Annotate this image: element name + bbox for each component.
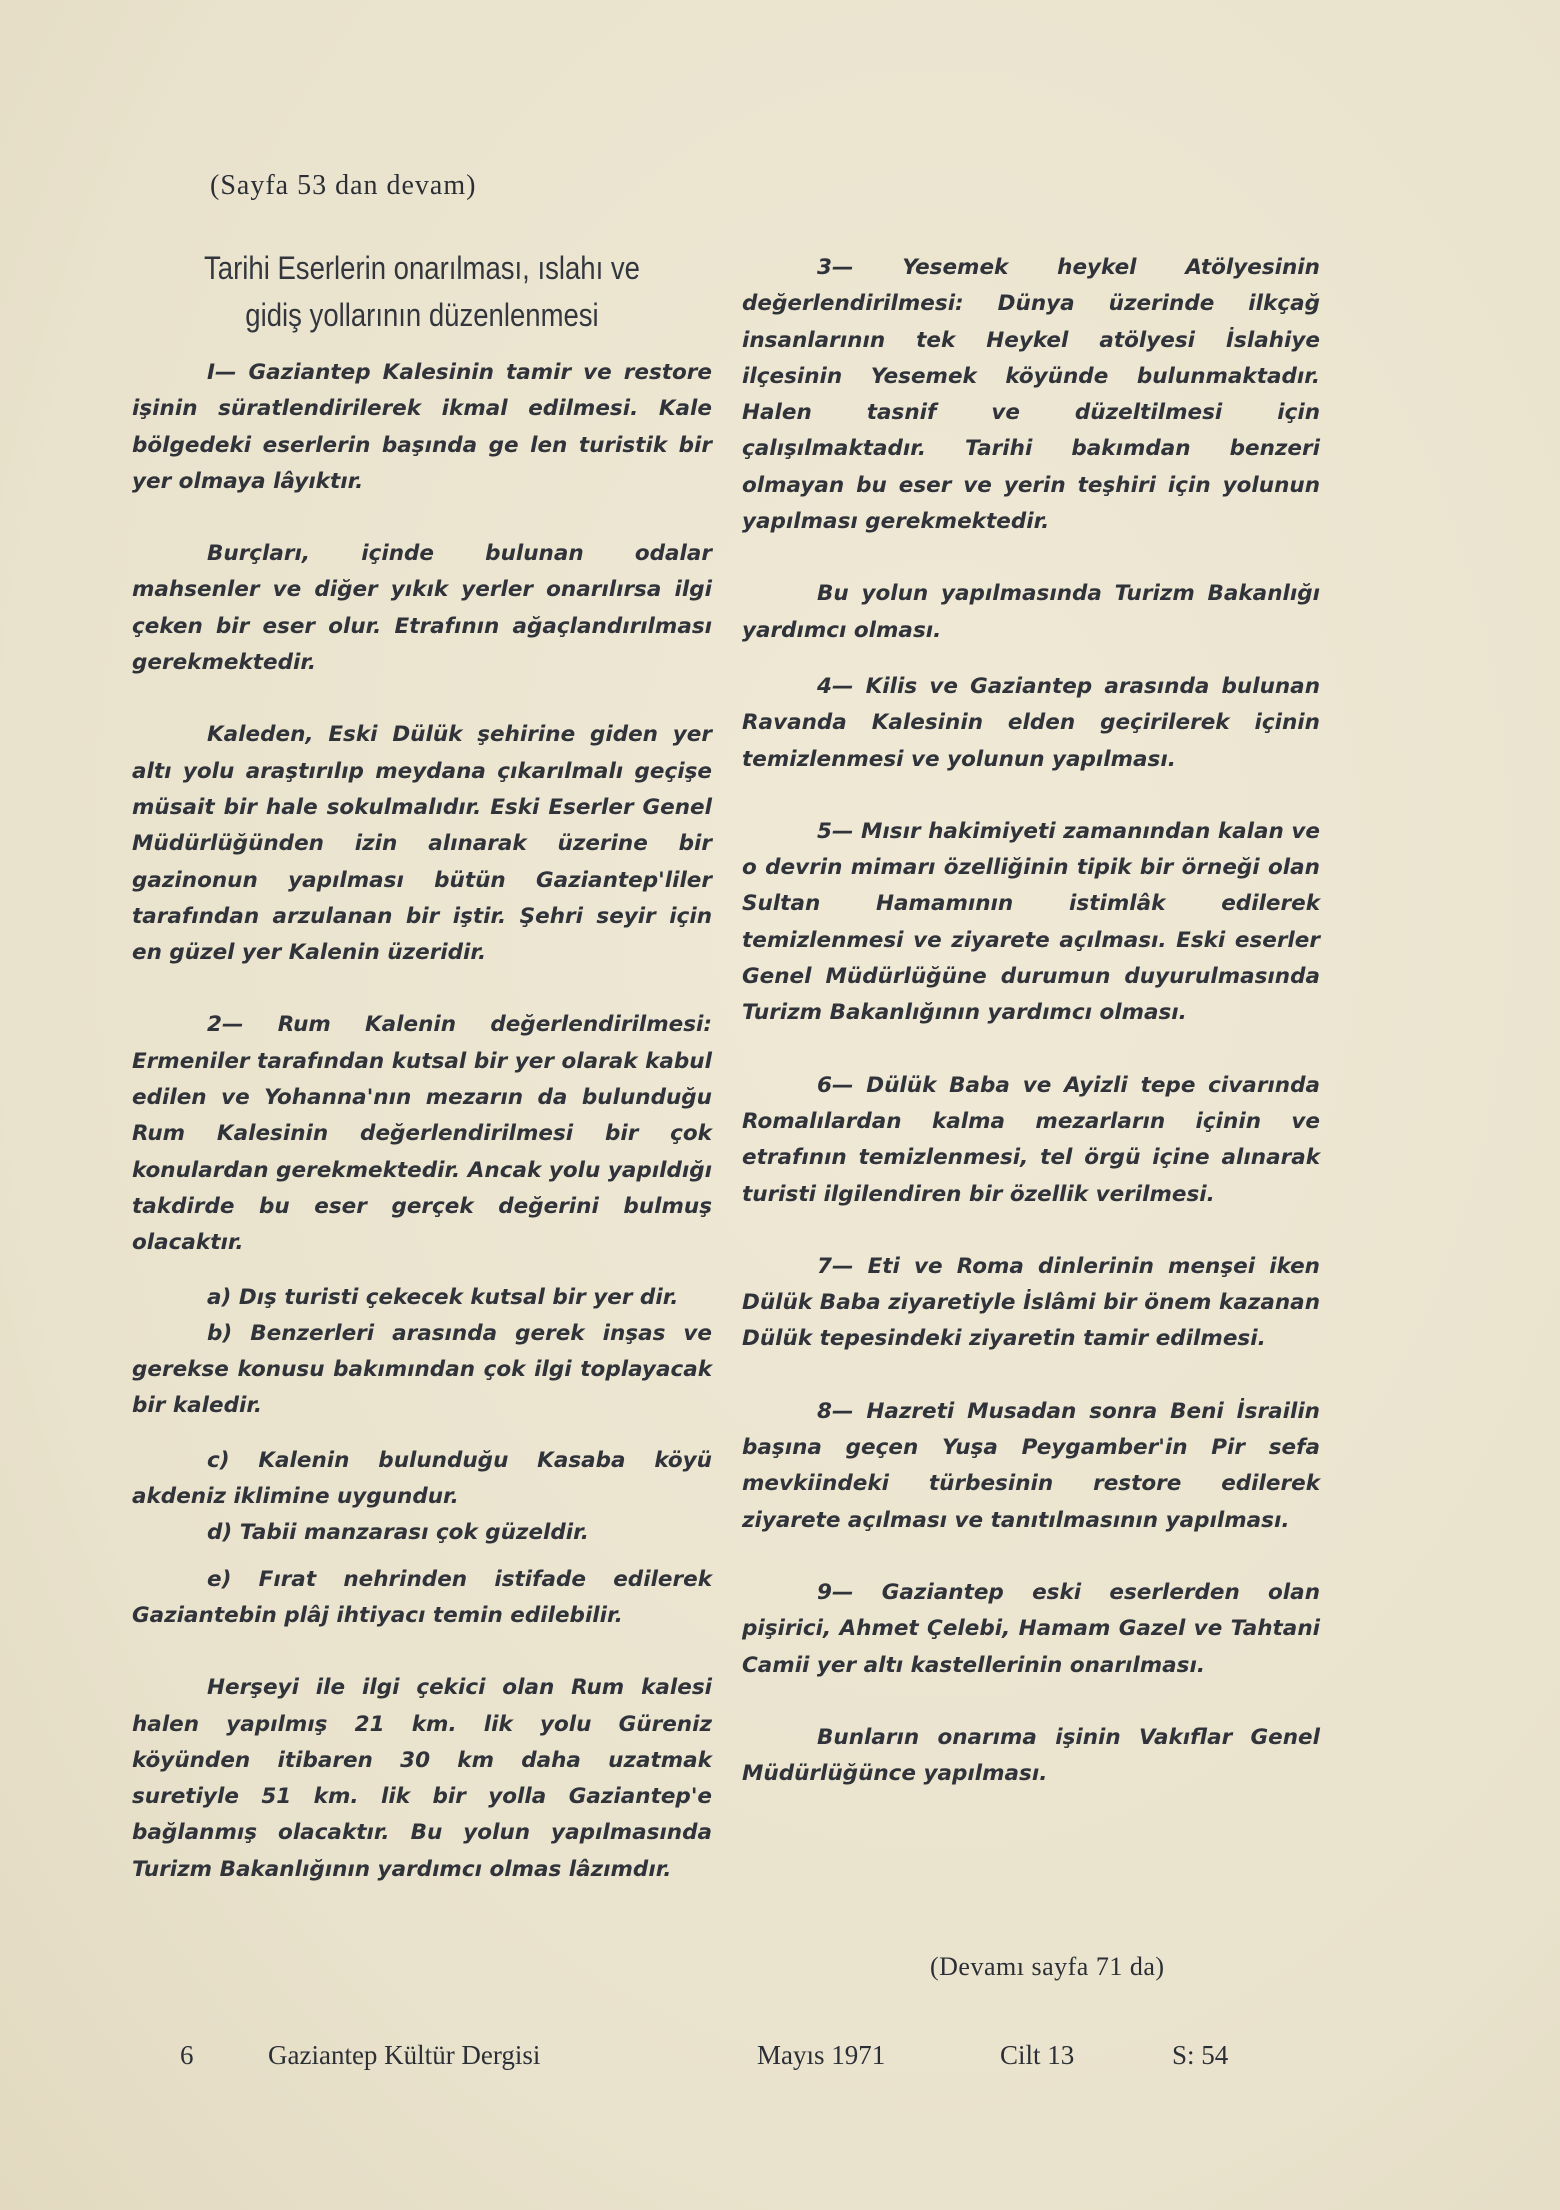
paragraph: Bunların onarıma işinin Vakıflar Genel Müdürlüğünce yapılması. (742, 1724, 1320, 1787)
issue-date: Mayıs 1971 (757, 2040, 886, 2070)
heading-line-2: gidiş yollarının düzenlenmesi (245, 297, 599, 333)
paragraph: b) Benzerleri arasında gerek inşas ve gerekse konusu bakımından çok ilgi toplayacak bir kaledir. (132, 1320, 712, 1419)
paragraph: I— Gaziantep Kalesinin tamir ve restore işinin süratlendirilerek ikmal edilmesi. Kale bölgedeki eserlerin başında ge len turistik bir yer olmaya lâyıktır. (132, 360, 712, 494)
issue-number: S: 54 (1172, 2040, 1229, 2070)
continued-to-note: (Devamı sayfa 71 da) (930, 1952, 1165, 1981)
paragraph: 5— Mısır hakimiyeti zamanından kalan ve o devrin mimarı özelliğinin tipik bir örneği olan Sultan Hamamının istimlâk edilerek temizlenmesi ve ziyarete açılması. Eski eserler Genel Müdürlüğüne durumun duyurulmasında Turizm Bakanlığının yardımcı olması. (742, 818, 1320, 1026)
paragraph: 3— Yesemek heykel Atölyesinin değerlendirilmesi: Dünya üzerinde ilkçağ insanlarının tek Heykel atölyesi İslahiye ilçesinin Yesemek köyünde bulunmaktadır. Halen tasnif ve düzeltilmesi için çalışılmaktadır. Tarihi bakımdan benzeri olmayan bu eser ve yerin teşhiri için yolunun yapılması gerekmektedir. (742, 255, 1320, 535)
paragraph: 8— Hazreti Musadan sonra Beni İsrailin başına geçen Yuşa Peygamber'in Pir sefa mevkiindeki türbesinin restore edilerek ziyarete açılması ve tanıtılmasının yapılması. (742, 1398, 1320, 1533)
paragraph: Bu yolun yapılmasında Turizm Bakanlığı yardımcı olması. (742, 581, 1320, 643)
left-column (132, 245, 712, 1888)
paragraph: e) Fırat nehrinden istifade edilerek Gaziantebin plâj ihtiyacı temin edilebilir. (132, 1566, 712, 1628)
paragraph: 7— Eti ve Roma dinlerinin menşei iken Dülük Baba ziyaretiyle İslâmi bir önem kazanan Dülük tepesindeki ziyaretin tamir edilmesi. (742, 1253, 1320, 1352)
paragraph: 2— Rum Kalenin değerlendirilmesi: Ermeniler tarafından kutsal bir yer olarak kabul edilen ve Yohanna'nın mezarın da bulunduğu Rum Kalesinin değerlendirilmesi bir çok konulardan gerekmektedir. Ancak yolu yapıldığı takdirde bu eser gerçek değerini bulmuş olacaktır. (132, 1012, 712, 1256)
continued-from-note: (Sayfa 53 dan devam) (210, 170, 477, 201)
heading-line-1: Tarihi Eserlerin onarılması, ıslahı ve (204, 250, 640, 286)
magazine-name: Gaziantep Kültür Dergisi (268, 2040, 541, 2070)
paragraph: Burçları, içinde bulunan odalar mahsenler ve diğer yıkık yerler onarılırsa ilgi çeken bir eser olur. Etrafının ağaçlandırılması gerekmektedir. (132, 541, 712, 676)
volume-number: Cilt 13 (1000, 2040, 1075, 2070)
page-footer (0, 2040, 1560, 2080)
paragraph: c) Kalenin bulunduğu Kasaba köyü akdeniz iklimine uygundur. (132, 1447, 712, 1510)
paragraph: Kaleden, Eski Dülük şehirine giden yer altı yolu araştırılıp meydana çıkarılmalı geçişe müsait bir hale sokulmalıdır. Eski Eserler Genel Müdürlüğünden izin alınarak üzerine bir gazinonun yapılması bütün Gaziantep'liler tarafından arzulanan bir iştir. Şehri seyir için en güzel yer Kalenin üzeridir. (132, 722, 712, 966)
paragraph: 9— Gaziantep eski eserlerden olan pişirici, Ahmet Çelebi, Hamam Gazel ve Tahtani Camii yer altı kastellerinin onarılması. (742, 1579, 1320, 1678)
paragraph: d) Tabii manzarası çok güzeldir. (207, 1520, 589, 1546)
right-column (742, 250, 1320, 1792)
paragraph: Herşeyi ile ilgi çekici olan Rum kalesi halen yapılmış 21 km. lik yolu Güreniz köyünden itibaren 30 km daha uzatmak suretiyle 51 km. lik bir yolla Gaziantep'e bağlanmış olacaktır. Bu yolun yapılmasında Turizm Bakanlığının yardımcı olmas lâzımdır. (132, 1675, 712, 1882)
paragraph: 6— Dülük Baba ve Ayizli tepe civarında Romalılardan kalma mezarların içinin ve etrafının temizlenmesi, tel örgü içine alınarak turisti ilgilendiren bir özellik verilmesi. (742, 1072, 1320, 1207)
paragraph: 4— Kilis ve Gaziantep arasında bulunan Ravanda Kalesinin elden geçirilerek içinin temizlenmesi ve yolunun yapılması. (742, 673, 1320, 772)
page-number: 6 (180, 2040, 194, 2070)
article-heading (173, 245, 672, 339)
paragraph: a) Dış turisti çekecek kutsal bir yer dir. (207, 1284, 679, 1310)
